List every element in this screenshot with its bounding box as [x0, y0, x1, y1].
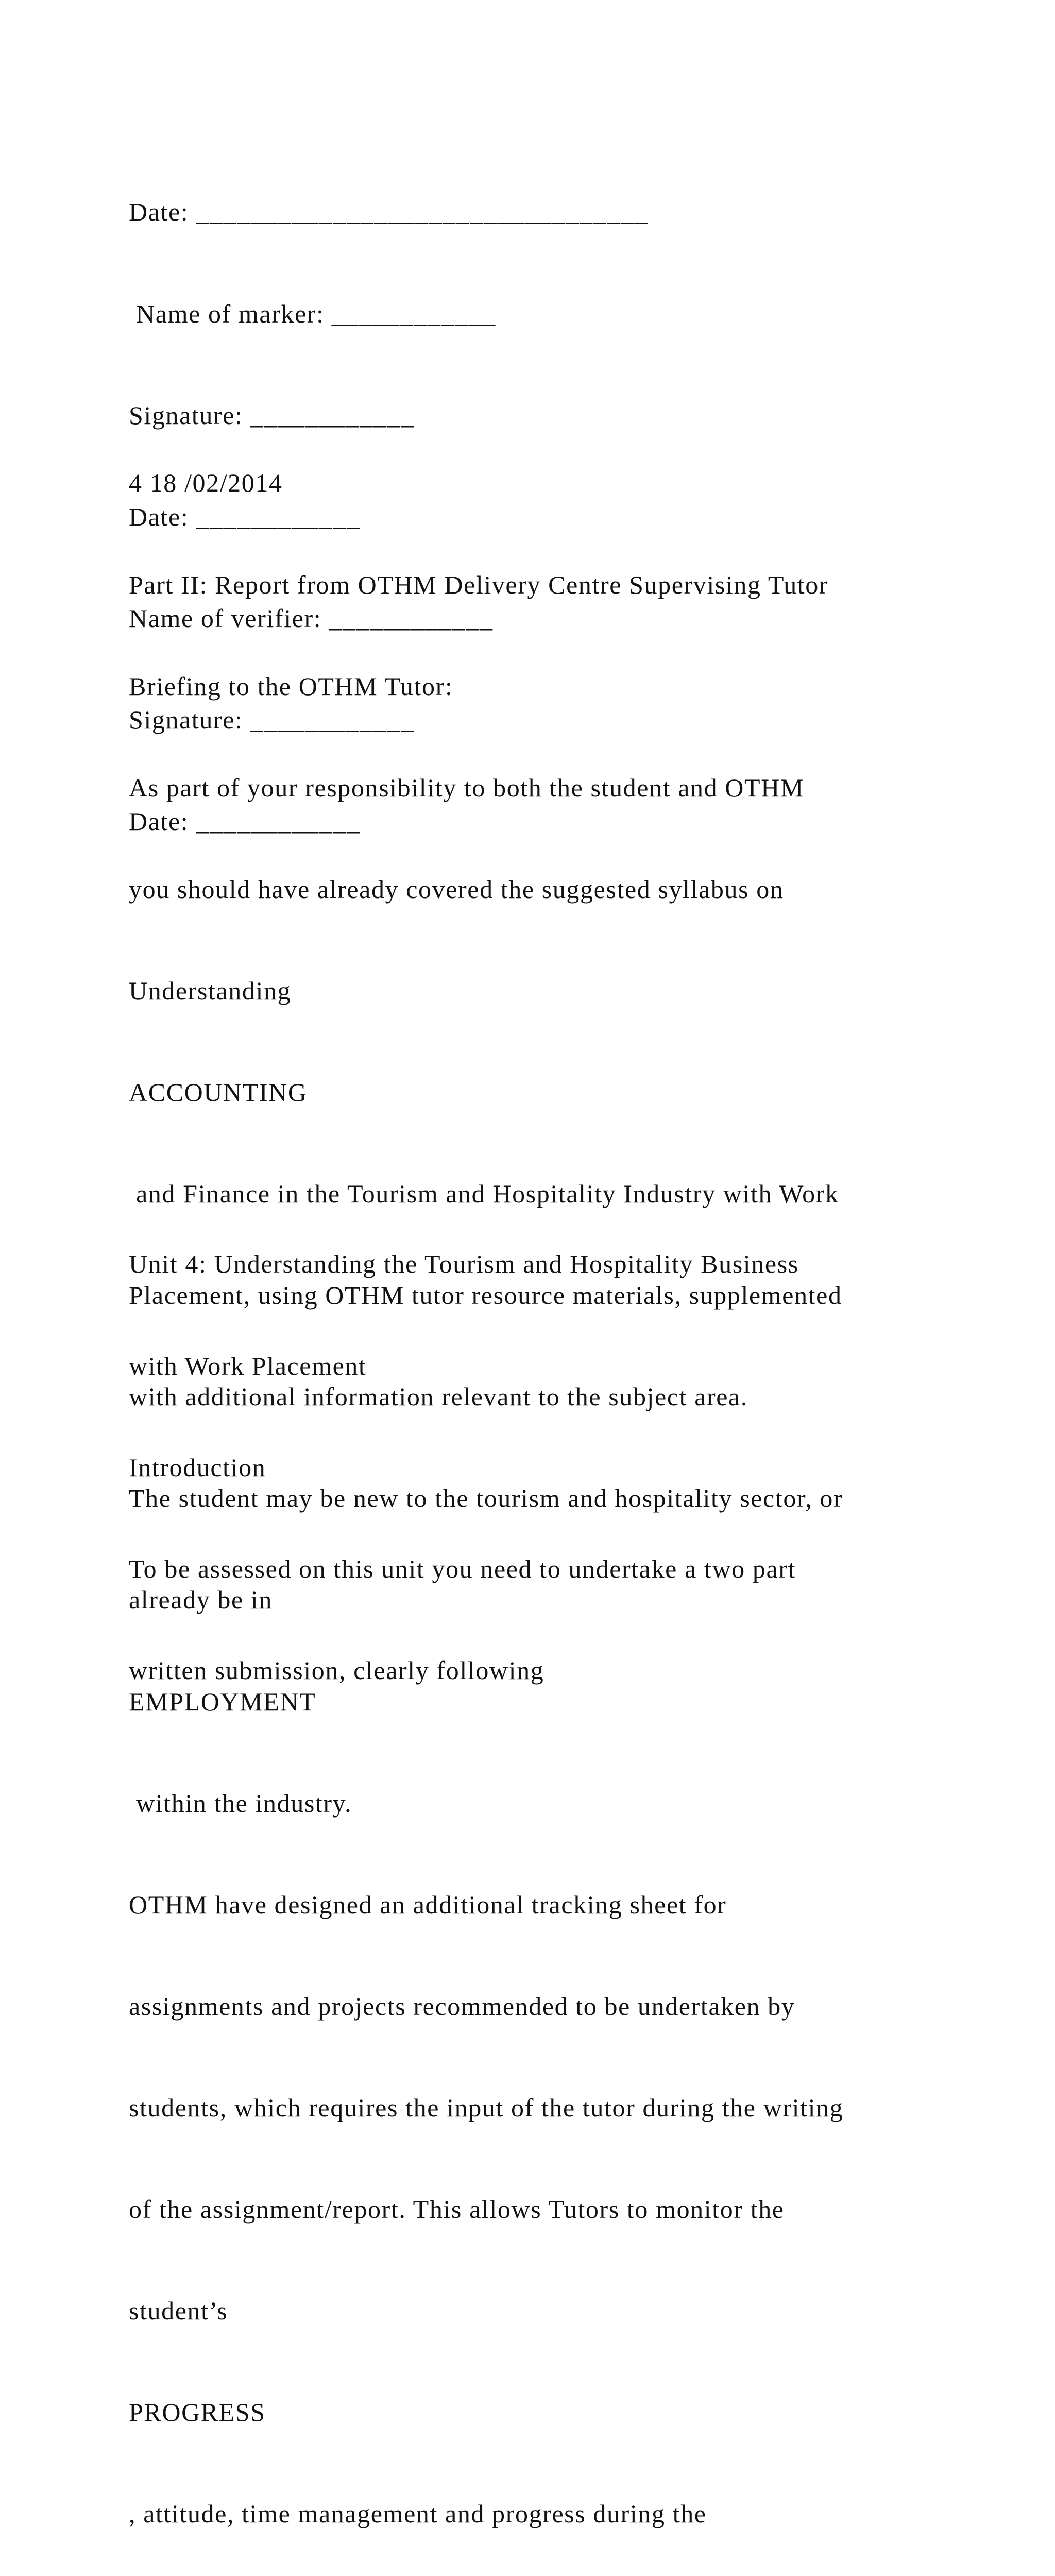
verifier-signature-line: Signature: ____________: [129, 705, 415, 734]
page-date-line: 4 18 /02/2014: [129, 468, 283, 498]
body-line: The student may be new to the tourism and hospitality sector, or: [129, 1484, 843, 1513]
body-line: student’s: [129, 2296, 228, 2326]
body-line: students, which requires the input of the tutor during the writing: [129, 2093, 844, 2122]
body-line: already be in: [129, 1585, 273, 1615]
part2-heading: Part II: Report from OTHM Delivery Centre Supervising Tutor: [129, 570, 829, 599]
marker-name-line: Name of marker: ____________: [129, 299, 496, 328]
body-line: OTHM have designed an additional tracking sheet for: [129, 1890, 727, 1919]
body-line: , attitude, time management and progress during the: [129, 2499, 707, 2529]
body-line: As part of your responsibility to both the student and OTHM: [129, 773, 804, 802]
marker-signature-line: Signature: ____________: [129, 400, 415, 430]
unit4-heading: Unit 4: Understanding the Tourism and Hospitality Business: [129, 1249, 799, 1279]
body-line: Understanding: [129, 976, 292, 1005]
body-line: PROGRESS: [129, 2398, 266, 2427]
unit4-section: [129, 1180, 1005, 1755]
verifier-name-line: Name of verifier: ____________: [129, 603, 494, 633]
verifier-date-line: Date: ____________: [129, 806, 361, 836]
body-line: you should have already covered the suggested syllabus on: [129, 874, 784, 904]
briefing-heading: Briefing to the OTHM Tutor:: [129, 671, 453, 701]
body-line: To be assessed on this unit you need to undertake a two part: [129, 1554, 796, 1583]
body-line: within the industry.: [129, 1788, 352, 1818]
unit4-heading-continued: with Work Placement: [129, 1351, 367, 1380]
body-line: ACCOUNTING: [129, 1077, 308, 1107]
date-line: Date: _________________________________: [129, 197, 649, 227]
marker-date-line: Date: ____________: [129, 502, 361, 531]
body-line: Placement, using OTHM tutor resource materials, supplemented: [129, 1281, 842, 1310]
body-line: and Finance in the Tourism and Hospitality Industry with Work: [129, 1179, 839, 1209]
body-line: of the assignment/report. This allows Tutors to monitor the: [129, 2195, 785, 2224]
introduction-heading: Introduction: [129, 1452, 266, 1482]
body-line: assignments and projects recommended to be undertaken by: [129, 1991, 795, 2021]
body-line: written submission, clearly following: [129, 1655, 544, 1685]
body-line: EMPLOYMENT: [129, 1687, 316, 1716]
body-line: with additional information relevant to the subject area.: [129, 1382, 748, 1412]
